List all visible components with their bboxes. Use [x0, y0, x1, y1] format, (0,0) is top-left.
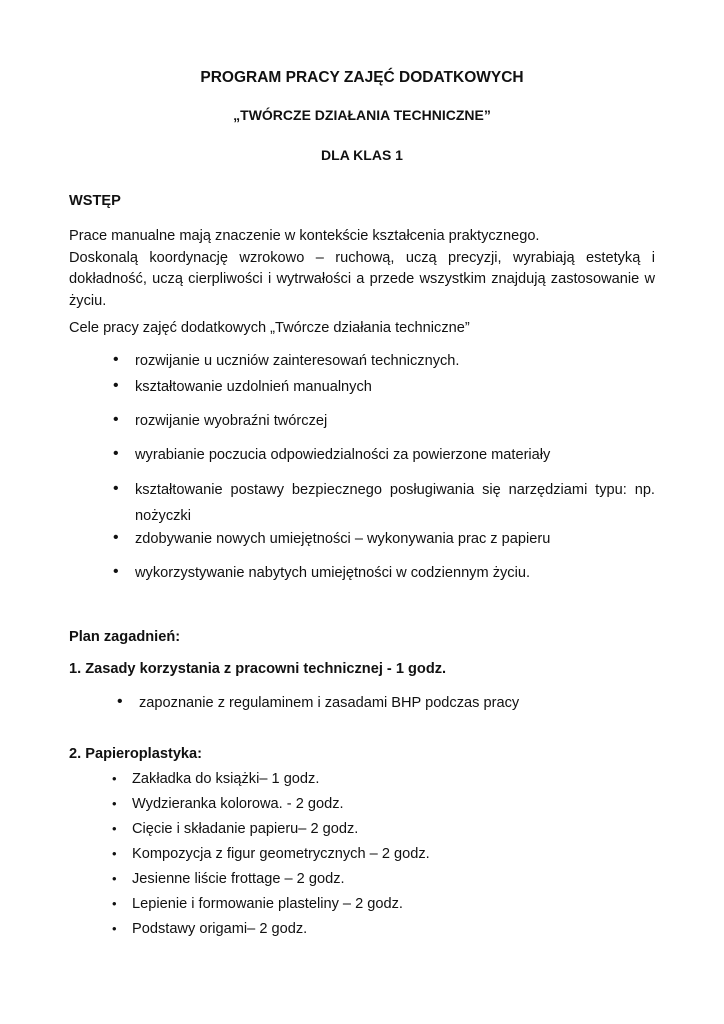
- goal-item: zdobywanie nowych umiejętności – wykonywania prac z papieru: [135, 531, 551, 547]
- goal-item: rozwijanie u uczniów zainteresowań technicznych.: [135, 353, 460, 369]
- intro-paragraph: [69, 226, 655, 312]
- goal-item-line: nożyczki: [135, 508, 191, 524]
- bullet-icon: •: [112, 921, 117, 936]
- class-label: DLA KLAS 1: [321, 147, 403, 163]
- goal-item: [135, 477, 655, 529]
- goals-heading: Cele pracy zajęć dodatkowych „Twórcze działania techniczne”: [69, 320, 470, 336]
- intro-line: Prace manualne mają znaczenie w kontekście kształcenia praktycznego.: [69, 228, 540, 244]
- bullet-icon: •: [112, 821, 117, 836]
- goal-item: wyrabianie poczucia odpowiedzialności za powierzone materiały: [135, 447, 551, 463]
- bullet-icon: •: [113, 445, 119, 462]
- bullet-icon: •: [112, 846, 117, 861]
- goal-item-line: kształtowanie postawy bezpiecznego posługiwania się narzędziami typu: np.: [135, 482, 655, 498]
- document-subtitle: „TWÓRCZE DZIAŁANIA TECHNICZNE”: [233, 107, 491, 123]
- bullet-icon: •: [113, 377, 119, 394]
- bullet-icon: •: [113, 480, 119, 497]
- bullet-icon: •: [112, 896, 117, 911]
- goal-item: wykorzystywanie nabytych umiejętności w codziennym życiu.: [135, 565, 530, 581]
- bullet-icon: •: [113, 411, 119, 428]
- section2-item: Cięcie i składanie papieru– 2 godz.: [132, 821, 359, 837]
- section2-item: Podstawy origami– 2 godz.: [132, 921, 308, 937]
- section2-item: Wydzieranka kolorowa. - 2 godz.: [132, 796, 344, 812]
- section2-item: Jesienne liście frottage – 2 godz.: [132, 871, 345, 887]
- document-title: PROGRAM PRACY ZAJĘĆ DODATKOWYCH: [200, 69, 524, 86]
- section2-item: Kompozycja z figur geometrycznych – 2 godz.: [132, 846, 430, 862]
- bullet-icon: •: [113, 563, 119, 580]
- bullet-icon: •: [113, 351, 119, 368]
- section2-title: 2. Papieroplastyka:: [69, 746, 203, 762]
- section1-title: 1. Zasady korzystania z pracowni technicznej - 1 godz.: [69, 661, 447, 677]
- goal-item: kształtowanie uzdolnień manualnych: [135, 379, 372, 395]
- bullet-icon: •: [112, 871, 117, 886]
- bullet-icon: •: [113, 529, 119, 546]
- section2-item: Lepienie i formowanie plasteliny – 2 godz.: [132, 896, 403, 912]
- bullet-icon: •: [117, 693, 123, 710]
- intro-line: Doskonalą koordynację wzrokowo – ruchową, uczą precyzji, wyrabiają estetyką i: [69, 249, 655, 266]
- intro-heading: WSTĘP: [69, 193, 121, 209]
- bullet-icon: •: [112, 771, 117, 786]
- section1-item: zapoznanie z regulaminem i zasadami BHP podczas pracy: [139, 695, 520, 711]
- intro-line: dokładność, uczą cierpliwości i wytrwałości a przede wszystkim znajdują zastosowanie w: [69, 271, 655, 287]
- section2-item: Zakładka do książki– 1 godz.: [132, 771, 320, 787]
- plan-heading: Plan zagadnień:: [69, 629, 181, 645]
- bullet-icon: •: [112, 796, 117, 811]
- intro-line: życiu.: [69, 292, 107, 309]
- goal-item: rozwijanie wyobraźni twórczej: [135, 413, 328, 429]
